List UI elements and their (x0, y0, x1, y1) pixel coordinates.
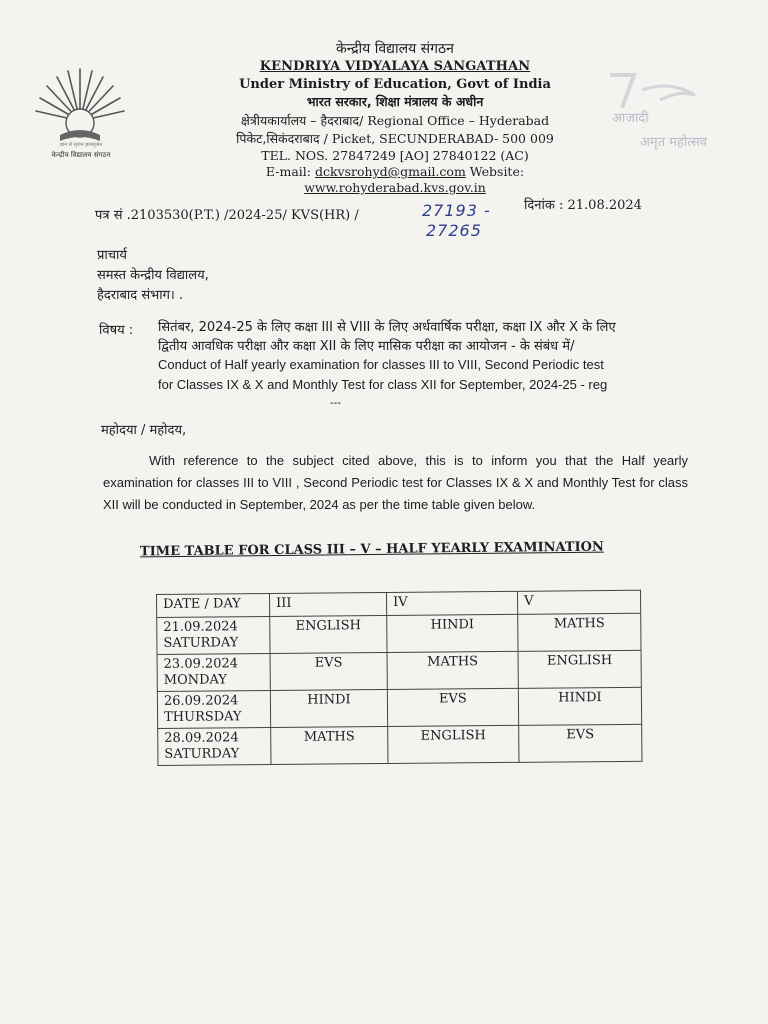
table-row (158, 724, 642, 765)
subject-cell: HINDI (270, 689, 387, 727)
subject-label: विषय : (99, 323, 134, 338)
header-date-day: DATE / DAY (157, 594, 270, 618)
exam-day: SATURDAY (163, 635, 239, 651)
subject-cell: MATHS (271, 726, 388, 764)
logo-motto: ज्ञान से सृजन ज्ञानसृजन (59, 142, 103, 148)
date-cell (157, 617, 270, 655)
exam-date: 21.09.2024 (163, 619, 238, 635)
reference-number (95, 205, 359, 223)
website-line (195, 182, 595, 195)
table-row (157, 687, 641, 728)
salutation: महोदया / महोदय, (101, 423, 187, 438)
addressee-line-2: समस्त केन्द्रीय विद्यालय, (97, 268, 209, 283)
email-label: E-mail: (265, 164, 311, 179)
date-cell (157, 654, 270, 692)
table-row (157, 650, 641, 691)
handwritten-number-2: 27265 (426, 221, 482, 240)
address-line (195, 133, 595, 146)
timetable-grid (156, 590, 642, 766)
telephone-line: TEL. NOS. 27847249 [AO] 27840122 (AC) (261, 148, 529, 163)
subject-cell: EVS (519, 724, 642, 762)
exam-day: MONDAY (163, 672, 228, 688)
subject-separator: --- (330, 397, 341, 409)
subject-cell: ENGLISH (270, 615, 387, 653)
address-english: Picket, SECUNDERABAD- 500 009 (331, 131, 554, 146)
kvs-logo-icon (30, 55, 130, 165)
email-link[interactable]: dckvsrohyd@gmail.com (314, 164, 466, 179)
website-label: Website: (469, 164, 525, 179)
header-class-iv: IV (386, 591, 517, 615)
subject-cell: EVS (270, 652, 387, 690)
regional-office-english: Regional Office – Hyderabad (367, 113, 550, 128)
header-class-v: V (517, 590, 640, 614)
addressee-line-1: प्राचार्य (97, 248, 127, 263)
watermark-line2: अमृत महोत्सव (640, 135, 708, 150)
exam-date: 23.09.2024 (163, 656, 239, 672)
letter-date (524, 195, 642, 213)
body-paragraph: With reference to the subject cited above, this is to inform you that the Half yearly examination for classes III to VIII , Second Periodic test for Classes IX & X and Monthly Test for class XII will be conducted in September, 2024 as per the time table given below. (103, 453, 688, 512)
reference-code: 2103530(P.T.) /2024-25/ KVS(HR) / (130, 208, 359, 223)
exam-date: 26.09.2024 (163, 693, 239, 709)
address-hindi: पिकेट,सिकंदराबाद / (236, 131, 328, 146)
table-row (157, 613, 641, 654)
timetable (156, 590, 642, 766)
subject-line-4: for Classes IX & X and Monthly Test for class XII for September, 2024-25 - reg (158, 377, 608, 392)
date-cell (158, 728, 271, 766)
website-link[interactable]: www.rohyderabad.kvs.gov.in (304, 180, 486, 195)
email-line (195, 166, 595, 179)
exam-day: SATURDAY (164, 746, 240, 762)
watermark-line1: आजादी (612, 111, 649, 126)
timetable-title: TIME TABLE FOR CLASS III – V – HALF YEARLY EXAMINATION (139, 539, 604, 560)
handwritten-number-1: 27193 - (422, 201, 491, 220)
addressee-line-3: हैदराबाद संभाग। . (97, 288, 184, 303)
org-name-english: KENDRIYA VIDYALAYA SANGATHAN (259, 59, 531, 74)
exam-day: THURSDAY (164, 709, 242, 725)
org-name-hindi: केन्द्रीय विद्यालय संगठन (336, 41, 454, 57)
logo-caption: केन्द्रीय विद्यालय संगठन (51, 151, 111, 159)
subject-cell: MATHS (387, 651, 518, 689)
subject-cell: HINDI (387, 614, 518, 652)
regional-office-hindi: क्षेत्रीयकार्यालय – हैदराबाद/ (240, 113, 364, 128)
date-cell (157, 691, 270, 729)
date-label: दिनांक (524, 198, 555, 213)
ministry-line-hindi: भारत सरकार, शिक्षा मंत्रालय के अधीन (306, 94, 484, 109)
exam-date: 28.09.2024 (164, 730, 239, 746)
regional-office-line (195, 115, 595, 128)
subject-line-3: Conduct of Half yearly examination for classes III to VIII, Second Periodic test (158, 357, 604, 372)
ministry-line: Under Ministry of Education, Govt of India (239, 77, 551, 92)
subject-line-1: सितंबर, 2024-25 के लिए कक्षा III से VIII के लिए अर्धवार्षिक परीक्षा, कक्षा IX और X के लिए (158, 320, 616, 335)
subject-cell: ENGLISH (388, 725, 519, 763)
header-class-iii: III (270, 592, 387, 616)
subject-cell: HINDI (518, 687, 641, 725)
subject-cell: ENGLISH (518, 650, 641, 688)
subject-line-2: द्वितीय आवधिक परीक्षा और कक्षा XII के लिए मासिक परीक्षा का आयोजन - के संबंध में/ (158, 339, 575, 354)
date-value: : 21.08.2024 (558, 198, 642, 213)
subject-cell: MATHS (518, 613, 641, 651)
subject-cell: EVS (387, 688, 518, 726)
reference-prefix: पत्र सं . (95, 208, 131, 223)
